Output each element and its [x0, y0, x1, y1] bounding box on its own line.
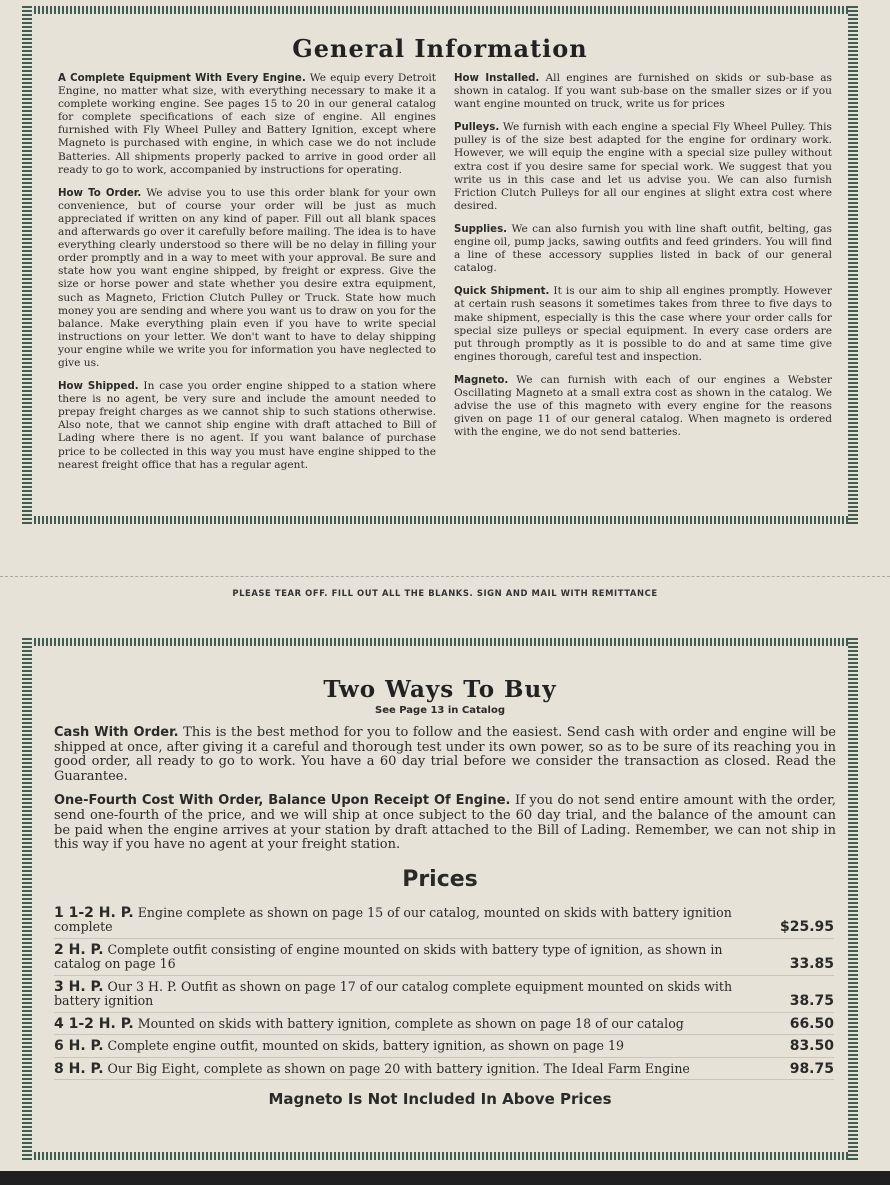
- para-magneto: Magneto. We can furnish with each of our engines a Webster Oscillating Magneto at a small extra cost as shown in the catalog. We advise the use of this magneto with every engine for the reasons given on page 11 of our general catalog. When magneto is ordered with the engine, we do not send batteries.: [454, 373, 832, 439]
- border-left: [22, 6, 32, 524]
- border-bottom: [22, 516, 858, 524]
- price-row-1-5hp: 1 1-2 H. P. Engine complete as shown on page 15 of our catalog, mounted on skids with battery ignition complete $25.95: [54, 902, 834, 939]
- right-column: [454, 72, 832, 482]
- price-amount: 98.75: [789, 1060, 834, 1077]
- para-how-to-order: How To Order. We advise you to use this order blank for your own convenience, but of course your order will be just as much appreciated if written on any kind of paper. Fill out all blank spaces and afterwards go over it carefully before mailing. The idea is to have everything clearly understood so there will be no delay in filling your order promptly and in a way to meet with your approval. Be sure and state how you want engine shipped, by freight or express. Give the size or horse power and state whether you desire extra equipment, such as Magneto, Friction Clutch Pulley or Truck. State how much money you are sending and where you want us to draw on you for the balance. Make everything plain even if you have to write special instructions on your letter. We don't want to have to delay shipping your engine while we write you for information you have neglected to give us.: [58, 186, 436, 369]
- general-information-panel: [14, 0, 866, 530]
- border-bottom: [22, 1152, 858, 1160]
- price-amount: 33.85: [789, 956, 834, 973]
- price-row-8hp: 8 H. P. Our Big Eight, complete as shown on page 20 with battery ignition. The Ideal Farm Engine 98.75: [54, 1058, 834, 1081]
- price-row-6hp: 6 H. P. Complete engine outfit, mounted on skids, battery ignition, as shown on page 19 83.50: [54, 1035, 834, 1058]
- border-right: [848, 638, 858, 1160]
- para-how-installed: How Installed. All engines are furnished on skids or sub-base as shown in catalog. If you want sub-base on the smaller sizes or if you want engine mounted on truck, write us for prices: [454, 72, 832, 111]
- left-column: [58, 72, 436, 482]
- border-top: [22, 638, 858, 646]
- para-quick-shipment: Quick Shipment. It is our aim to ship all engines promptly. However at certain rush seasons it sometimes takes from three to five days to make shipment, especially is this the case where your order calls for special size pulleys or special equipment. In every case orders are put through promptly as it is possible to do and at same time give engines thorough, careful test and inspection.: [454, 285, 832, 363]
- two-ways-title: Two Ways To Buy: [323, 676, 557, 703]
- para-complete-equipment: A Complete Equipment With Every Engine. We equip every Detroit Engine, no matter what size, with everything necessary to make it a complete working engine. See pages 15 to 20 in our general catalog for complete specifications of each size of engine. All engines furnished with Fly Wheel Pulley and Battery Ignition, except where Magneto is purchased with engine, in which case we do not include Batteries. All shipments properly packed to arrive in good order all ready to go to work, accompanied by instructions for operating.: [58, 72, 436, 176]
- general-title: General Information: [292, 34, 588, 63]
- price-amount: 38.75: [789, 993, 834, 1010]
- price-amount: $25.95: [779, 919, 834, 936]
- para-one-fourth: One-Fourth Cost With Order, Balance Upon Receipt Of Engine. If you do not send entire amount with the order, send one-fourth of the price, and we will ship at once subject to the 60 day trial, and the balance of the amount can be paid when the engine arrives at your station by draft attached to the Bill of Lading. Remember, we can not ship in this way if you have no agent at your freight station.: [54, 793, 836, 853]
- para-cash-with-order: Cash With Order. This is the best method for you to follow and the easiest. Send cash with order and engine will be shipped at once, after giving it a careful and thorough test under its own power, so as to be sure of its reaching you in good order, all ready to go to work. You have a 60 day trial before we consider the transaction as closed. Read the Guarantee.: [54, 725, 837, 784]
- para-how-shipped: How Shipped. In case you order engine shipped to a station where there is no agent, be very sure and include the amount needed to prepay freight charges as we cannot ship to such stations otherwise. Also note, that we cannot ship engine with draft attached to Bill of Lading where there is no agent. If you want balance of purchase price to be collected in this way you must have engine shipped to the nearest freight office that has a regular agent.: [58, 380, 436, 471]
- border-right: [848, 6, 858, 524]
- border-top: [22, 6, 858, 14]
- para-supplies: Supplies. We can also furnish you with line shaft outfit, belting, gas engine oil, pump jacks, sawing outfits and feed grinders. You will find a line of these accessory supplies listed in back of our general catalog.: [454, 222, 832, 275]
- magneto-note: Magneto Is Not Included In Above Prices: [268, 1090, 612, 1109]
- para-pulleys: Pulleys. We furnish with each engine a special Fly Wheel Pulley. This pulley is of the size best adapted for the engine for ordinary work. However, we will equip the engine with a special size pulley without extra cost if you desire same for special work. We suggest that you write us in this case and let us advise you. We can also furnish Friction Clutch Pulleys for all our engines at slight extra cost where desired.: [454, 121, 832, 212]
- price-row-4-5hp: 4 1-2 H. P. Mounted on skids with battery ignition, complete as shown on page 18 of our catalog 66.50: [54, 1013, 834, 1036]
- price-amount: 83.50: [789, 1038, 834, 1055]
- order-panel: [14, 632, 866, 1166]
- see-page-note: See Page 13 in Catalog: [375, 705, 505, 716]
- border-left: [22, 638, 32, 1160]
- price-list: [22, 902, 858, 1081]
- price-row-2hp: 2 H. P. Complete outfit consisting of engine mounted on skids with battery type of ignition, as shown in catalog on page 16 33.85: [54, 939, 834, 976]
- price-row-3hp: 3 H. P. Our 3 H. P. Outfit as shown on page 17 of our catalog complete equipment mounted on skids with battery ignition 38.75: [54, 976, 834, 1013]
- tear-instruction: PLEASE TEAR OFF. FILL OUT ALL THE BLANKS. SIGN AND MAIL WITH REMITTANCE: [232, 588, 658, 598]
- tear-line: [0, 576, 890, 577]
- prices-title: Prices: [402, 866, 478, 892]
- price-amount: 66.50: [789, 1015, 834, 1032]
- scan-edge-bar: [0, 1171, 890, 1185]
